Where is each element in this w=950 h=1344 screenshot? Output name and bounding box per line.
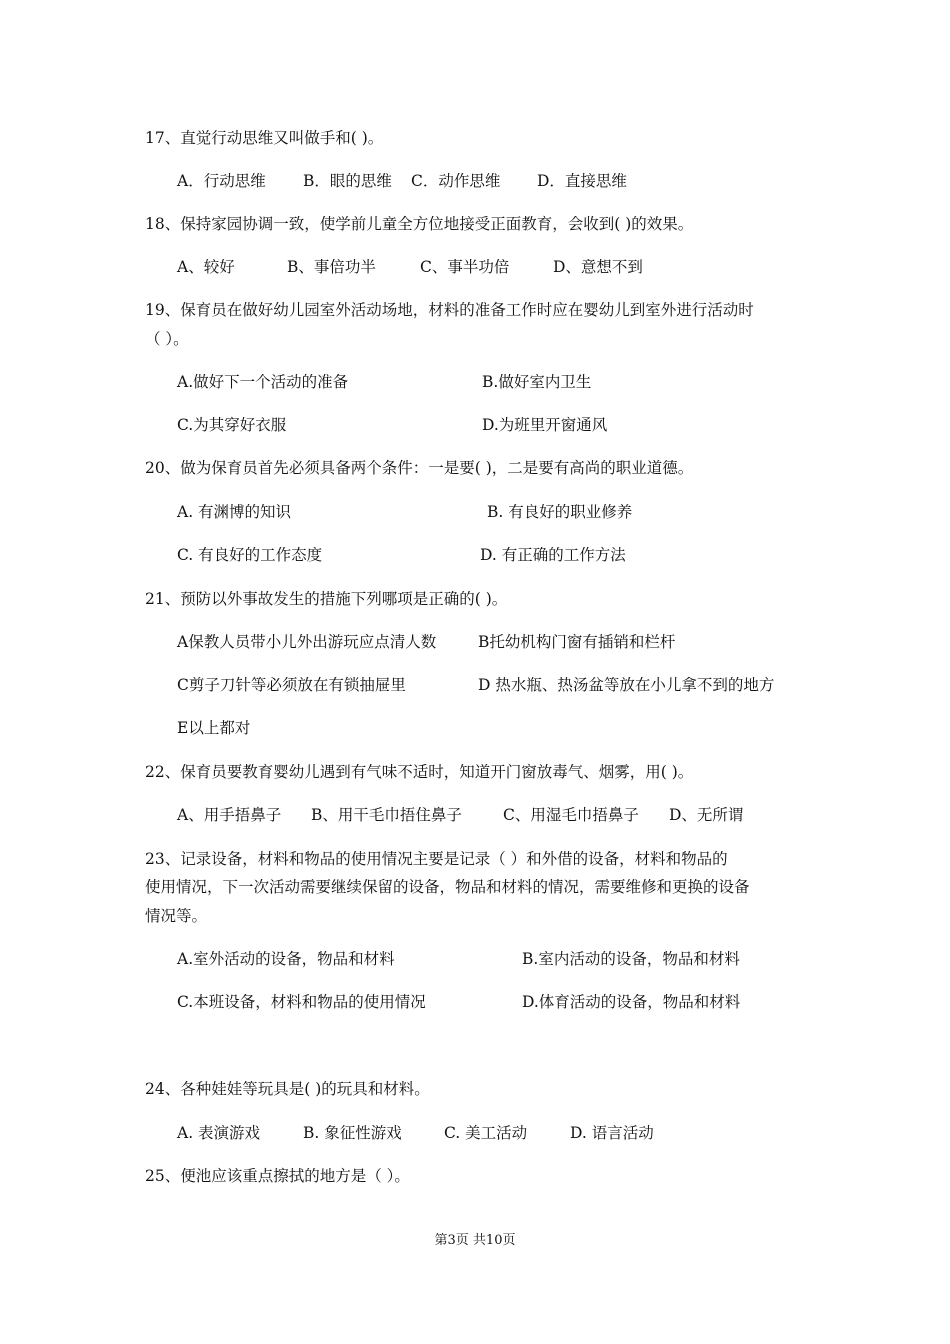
option: C、事半功倍 [420, 258, 510, 276]
question-stem: 24、各种娃娃等玩具是( )的玩具和材料。 [145, 1080, 430, 1098]
option: D. 有正确的工作方法 [480, 546, 626, 564]
question-stem: 17、直觉行动思维又叫做手和( )。 [145, 129, 384, 147]
option: C.为其穿好衣服 [177, 416, 287, 434]
option: C.本班设备，材料和物品的使用情况 [177, 993, 426, 1011]
option: B托幼机构门窗有插销和栏杆 [478, 633, 676, 651]
question-stem: 18、保持家园协调一致，使学前儿童全方位地接受正面教育，会收到( )的效果。 [145, 215, 694, 233]
option: D. 语言活动 [570, 1124, 654, 1142]
option: D．直接思维 [537, 172, 627, 190]
page-number-footer: 第3页 共10页 [434, 1233, 516, 1248]
option: B、事倍功半 [287, 258, 376, 276]
option: B、用干毛巾捂住鼻子 [311, 806, 462, 824]
option: B.室内活动的设备，物品和材料 [522, 950, 740, 968]
question-stem-continued: 情况等。 [145, 907, 208, 925]
option: A．行动思维 [177, 172, 266, 190]
option: A. 有渊博的知识 [177, 503, 292, 521]
question-stem: 22、保育员要教育婴幼儿遇到有气味不适时，知道开门窗放毒气、烟雾，用( )。 [145, 763, 694, 781]
question-stem: 23、记录设备，材料和物品的使用情况主要是记录（ ）和外借的设备，材料和物品的 [145, 850, 728, 868]
option: B. 有良好的职业修养 [487, 503, 633, 521]
option: A. 表演游戏 [177, 1124, 261, 1142]
option: B．眼的思维 [303, 172, 392, 190]
option: D、意想不到 [553, 258, 643, 276]
question-stem: 20、做为保育员首先必须具备两个条件：一是要( )，二是要有高尚的职业道德。 [145, 459, 694, 477]
option: C. 有良好的工作态度 [177, 546, 323, 564]
option: C剪子刀针等必须放在有锁抽屉里 [177, 676, 406, 694]
option: B.做好室内卫生 [482, 373, 592, 391]
option: A保教人员带小儿外出游玩应点清人数 [177, 633, 437, 651]
option: D、无所谓 [669, 806, 744, 824]
option: D.为班里开窗通风 [482, 416, 608, 434]
option: A、用手捂鼻子 [177, 806, 282, 824]
question-stem: 19、保育员在做好幼儿园室外活动场地，材料的准备工作时应在婴幼儿到室外进行活动时 [145, 301, 754, 319]
option: D 热水瓶、热汤盆等放在小儿拿不到的地方 [478, 676, 775, 694]
option: E以上都对 [177, 719, 251, 737]
question-stem-continued: （ ）。 [145, 330, 189, 348]
question-stem: 25、便池应该重点擦拭的地方是（ ）。 [145, 1167, 410, 1185]
question-stem-continued: 使用情况，下一次活动需要继续保留的设备，物品和材料的情况，需要维修和更换的设备 [145, 878, 750, 896]
question-stem: 21、预防以外事故发生的措施下列哪项是正确的( )。 [145, 590, 508, 608]
option: C、用湿毛巾捂鼻子 [503, 806, 639, 824]
option: B. 象征性游戏 [303, 1124, 402, 1142]
option: A.做好下一个活动的准备 [177, 373, 349, 391]
option: A.室外活动的设备，物品和材料 [177, 950, 395, 968]
option: C. 美工活动 [444, 1124, 528, 1142]
option: C．动作思维 [411, 172, 501, 190]
option: D.体育活动的设备，物品和材料 [522, 993, 741, 1011]
option: A、较好 [177, 258, 235, 276]
